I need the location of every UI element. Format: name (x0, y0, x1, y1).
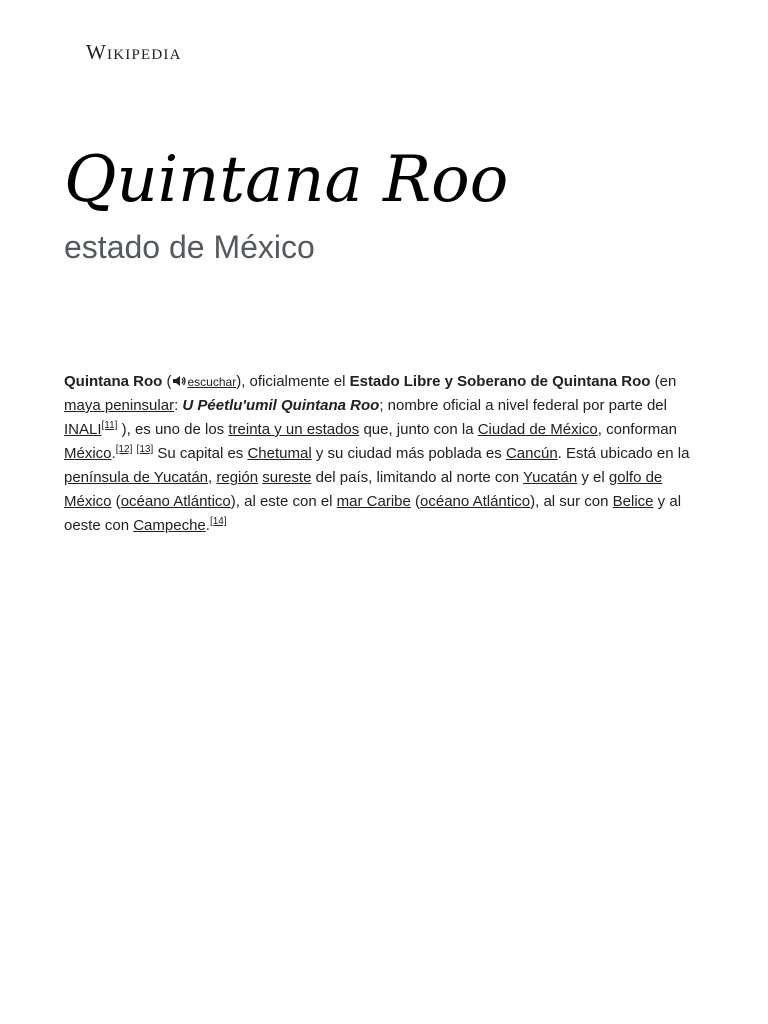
text: (en (650, 373, 677, 390)
link-mexico[interactable]: México (64, 445, 112, 462)
text: ( (111, 493, 121, 510)
ref-13-link[interactable]: [13] (136, 444, 154, 455)
bold-official-name: Estado Libre y Soberano de Quintana Roo (349, 373, 651, 390)
link-sureste[interactable]: sureste (262, 469, 312, 486)
link-inali[interactable]: INALI (64, 421, 102, 438)
link-cancun[interactable]: Cancún (505, 445, 558, 462)
bold-maya-name (182, 397, 379, 414)
ref-13[interactable] (137, 444, 154, 455)
link-region[interactable]: región (216, 469, 259, 486)
speaker-icon[interactable] (172, 375, 186, 387)
ref-11-link[interactable]: [11] (101, 420, 118, 431)
text: ( (410, 493, 421, 510)
link-campeche[interactable]: Campeche (133, 517, 206, 534)
text: : (174, 397, 183, 414)
text: . Está ubicado en la (557, 445, 690, 462)
text: . (205, 517, 210, 534)
text: y al oeste con (64, 493, 682, 534)
link-mar-caribe[interactable]: mar Caribe (336, 493, 411, 510)
link-yucatan[interactable]: Yucatán (522, 469, 578, 486)
listen-link[interactable]: escuchar (187, 375, 237, 389)
link-oceano-atlantico[interactable]: océano Atlántico (420, 493, 531, 510)
ref-14-link[interactable]: [14] (209, 516, 227, 527)
text: ), es uno de los (117, 421, 229, 438)
italic-maya-name: U Péetlu'umil Quintana Roo (182, 397, 380, 414)
text: y su ciudad más poblada es (311, 445, 506, 462)
text: ), al sur con (530, 493, 613, 510)
link-ciudad-de-mexico[interactable]: Ciudad de México (477, 421, 598, 438)
text: , (208, 469, 217, 486)
text: ; nombre oficial a nivel federal por parte del (379, 397, 667, 414)
ref-14[interactable] (210, 516, 227, 527)
wikipedia-wordmark[interactable]: Wikipedia (86, 40, 182, 64)
ref-12[interactable] (116, 444, 133, 455)
text: que, junto con la (359, 421, 478, 438)
page-title: Quintana Roo (64, 143, 509, 217)
link-peninsula-yucatan[interactable]: península de Yucatán (64, 469, 209, 486)
text: , conforman (597, 421, 677, 438)
text: ( (162, 373, 172, 390)
link-belice[interactable]: Belice (612, 493, 654, 510)
text: y el (577, 469, 609, 486)
ref-12-link[interactable]: [12] (115, 444, 133, 455)
link-oceano-atlantico[interactable]: océano Atlántico (120, 493, 231, 510)
text: Su capital es (153, 445, 248, 462)
text: del país, limitando al norte con (311, 469, 523, 486)
listen-audio[interactable] (172, 375, 237, 389)
link-chetumal[interactable]: Chetumal (247, 445, 312, 462)
ref-11[interactable] (102, 420, 118, 431)
text: ), oficialmente el (236, 373, 350, 390)
link-maya-peninsular[interactable]: maya peninsular (64, 397, 175, 414)
text: ), al este con el (230, 493, 337, 510)
page-subtitle: estado de México (64, 229, 315, 265)
bold-term-name: Quintana Roo (64, 373, 163, 390)
text: . (111, 445, 116, 462)
intro-paragraph (64, 370, 704, 538)
link-treinta-estados[interactable]: treinta y un estados (228, 421, 360, 438)
link-golfo-de-mexico[interactable]: golfo de México (64, 469, 663, 510)
